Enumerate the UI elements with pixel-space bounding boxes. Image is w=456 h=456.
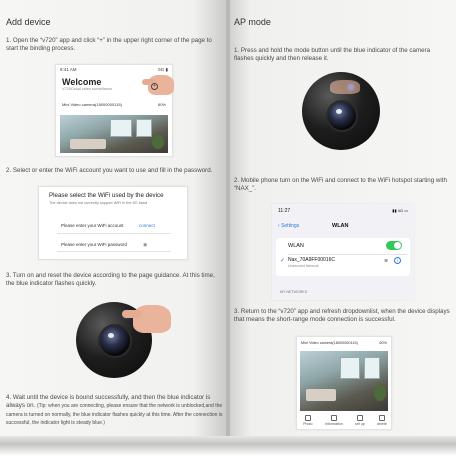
right-step-3: 3. Return to the “v720” app and refresh dropdownlist, when the device displays that means the short-range mode connection is successful.	[234, 308, 450, 324]
preview-sofa	[70, 139, 106, 149]
app-home-screenshot	[55, 64, 173, 157]
finger	[122, 310, 142, 318]
camera-lens	[98, 324, 132, 358]
toggle-knob	[394, 242, 401, 249]
ios-time: 11:27	[278, 208, 291, 214]
tab-photo[interactable]	[303, 415, 312, 426]
right-step-1: 1. Press and hold the mode button until the blue indicator of the camera flashes quickly and then release it.	[234, 47, 431, 63]
device-name: Mini Video camera(18000000115)	[301, 341, 358, 345]
device-row[interactable]	[297, 337, 391, 349]
device-name: Mini Video camera(18000000115)	[62, 102, 122, 107]
wifi-5g-note: The device does not currently support WiFi in the 5G band	[49, 201, 148, 205]
show-password-icon[interactable]: ◉	[143, 242, 148, 248]
settings-back-label: Settings	[281, 223, 300, 229]
preview-window	[340, 357, 360, 379]
photo-icon	[305, 415, 311, 421]
wifi-password-label[interactable]: Please enter your WiFi password	[61, 242, 128, 247]
wifi-account-label[interactable]: Please enter your WiFi account	[61, 223, 124, 228]
wlan-nav-title: WLAN	[332, 223, 349, 229]
tab-information[interactable]	[325, 415, 343, 426]
settings-back-link[interactable]: ‹ Settings	[278, 223, 300, 229]
app-device-screenshot	[296, 336, 392, 430]
network-name[interactable]: Nax_70A9FF00016C	[288, 257, 335, 263]
device-tab-bar	[297, 415, 393, 426]
camera-lens	[326, 100, 358, 132]
battery-level: 60%	[379, 341, 387, 345]
wlan-group	[276, 238, 410, 276]
book-spine	[226, 0, 230, 440]
tab-label: delete	[377, 422, 387, 426]
network-sub: Unsecured Network	[288, 264, 319, 268]
phone-status-bar	[56, 65, 172, 75]
step4-tip: (Tip: when you are connecting, please ensure that the network is unblocked,and the camera is turned on normally, the blue indicator flashes quickly at this time. After the connection is successful, the indicator light is steady blue.)	[6, 403, 223, 427]
settings-icon	[357, 415, 363, 421]
hand-pressing	[330, 80, 360, 94]
wlan-toggle[interactable]	[386, 241, 402, 250]
tab-label: set up	[355, 422, 365, 426]
welcome-subtitle: V720Cloud video surveillance	[62, 87, 113, 91]
device-row[interactable]	[56, 99, 172, 110]
preview-sofa	[306, 389, 336, 401]
battery-level: 60%	[157, 102, 166, 107]
divider	[57, 233, 171, 234]
left-step-2: 2. Select or enter the WiFi account you want to use and fill in the password.	[6, 167, 213, 174]
preview-window	[136, 119, 152, 137]
lens-glint	[336, 109, 342, 114]
ios-wlan-screenshot	[272, 204, 414, 300]
status-signal: 5G ▮	[158, 67, 168, 72]
divider	[288, 254, 408, 255]
right-step-2: 2. Mobile phone turn on the WiFi and connect to the WiFi hotspot starting with “NAX_”.	[234, 177, 447, 193]
left-step-1: 1. Open the “v720” app and click “+” in the upper right corner of the page to start the binding process.	[6, 37, 212, 53]
camera-preview-image[interactable]	[300, 351, 388, 411]
info-icon[interactable]: i	[394, 257, 401, 264]
tab-set-up[interactable]	[355, 415, 365, 426]
delete-icon	[379, 415, 385, 421]
left-step-4	[6, 394, 224, 428]
tab-label: Information	[324, 422, 343, 426]
tab-label: Photo	[303, 422, 313, 426]
information-icon	[331, 415, 337, 421]
left-page	[0, 0, 228, 442]
preview-plant	[152, 135, 164, 149]
wifi-selection-screenshot	[38, 186, 188, 260]
welcome-title: Welcome	[62, 77, 102, 87]
left-step-3: 3. Turn on and reset the device according to the page guidance. At this time, the blue indicator flashes quickly.	[6, 272, 215, 288]
connect-link[interactable]: connect	[139, 223, 155, 228]
page-edges	[0, 436, 456, 456]
divider	[57, 251, 171, 252]
wifi-signal-icon: ≋	[384, 258, 389, 264]
lens-glint	[108, 333, 114, 338]
add-device-heading: Add device	[6, 17, 51, 27]
camera-preview-image[interactable]	[60, 115, 168, 153]
status-time: 9:41 AM	[60, 67, 77, 72]
step4-main: 4. Wait until the device is bound successfully, and then the blue indicator is always on.	[6, 394, 211, 410]
preview-plant	[374, 385, 386, 401]
add-device-icon[interactable]: +	[151, 83, 158, 90]
tab-delete[interactable]	[377, 415, 387, 426]
ios-status: ▮▮ 4G ▭	[392, 208, 408, 213]
right-page	[228, 0, 456, 442]
wlan-label: WLAN	[288, 243, 304, 249]
ap-mode-heading: AP mode	[234, 17, 271, 27]
preview-window	[364, 357, 380, 379]
checkmark-icon: ✓	[280, 258, 286, 264]
preview-window	[110, 119, 132, 137]
wifi-select-title: Please select the WiFi used by the device	[49, 192, 164, 199]
my-networks-label: MY NETWORKS	[280, 290, 308, 294]
